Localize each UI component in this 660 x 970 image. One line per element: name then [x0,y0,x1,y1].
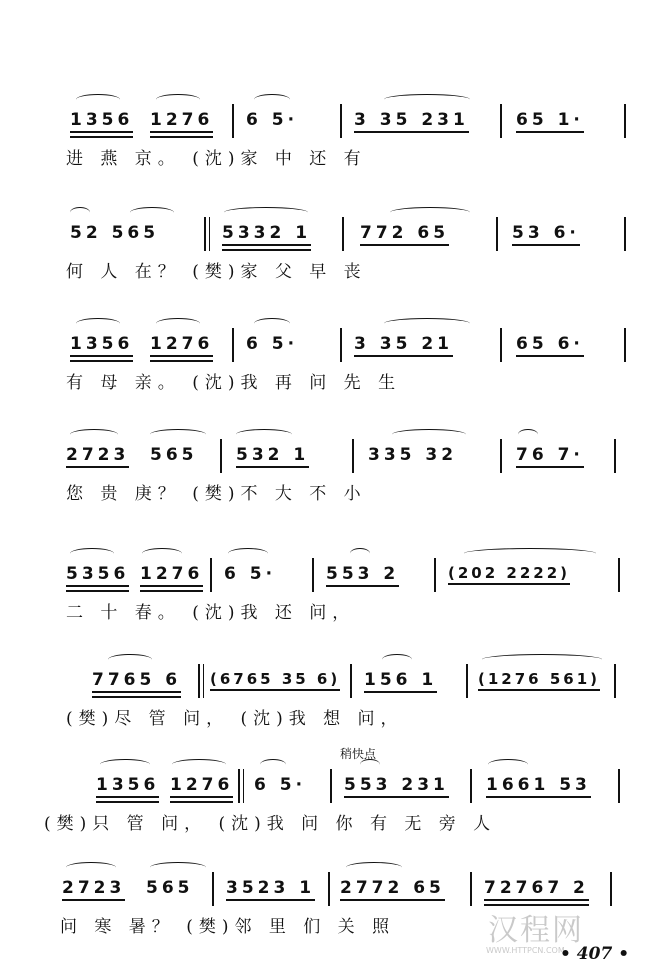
note-group: 1276 [170,775,233,798]
note-group: 53 6· [512,223,580,246]
note-group: 1276 [150,334,213,357]
music-system-6 [0,660,660,760]
bar-line [470,872,472,906]
slur [260,759,286,770]
slur [384,318,470,329]
note-group: 6 5· [246,110,299,130]
note-group: 1276 [150,110,213,133]
slur [382,654,412,665]
notation-line [0,554,660,588]
bar-line [500,439,502,473]
notation-line [0,213,660,247]
slur [142,548,182,559]
note-group: 52 565 [70,223,160,243]
bar-line [618,558,620,592]
bar-line [198,664,204,698]
notation-line [0,435,660,469]
bar-line [496,217,498,251]
note-group: 6 5· [254,775,307,795]
note-group: 1356 [96,775,159,798]
slur [228,548,268,559]
lyrics-line: 有 母 亲。 (沈)我 再 问 先 生 [66,373,402,393]
slur [360,759,380,770]
slur [518,429,538,440]
watermark-url: WWW.HTTPCN.COM [486,946,565,955]
note-group: 7765 6 [92,670,181,693]
note-group: 156 1 [364,670,437,693]
lyrics-line: (樊)只 管 问， (沈)我 问 你 有 无 旁 人 [44,814,497,834]
note-group: 72767 2 [484,878,589,901]
crescendo-mark [482,654,602,665]
bar-line [340,104,342,138]
bar-line [352,439,354,473]
bar-line [500,328,502,362]
bar-line [624,328,626,362]
bar-line [204,217,210,251]
bar-line [330,769,332,803]
note-group: 6 5· [246,334,299,354]
notation-line [0,765,660,799]
slur [150,862,206,873]
note-group: 5332 1 [222,223,311,246]
notation-line [0,324,660,358]
slur [100,759,150,770]
notation-line [0,868,660,902]
note-group: 532 1 [236,445,309,468]
notation-line [0,660,660,694]
slur [346,862,402,873]
music-system-4 [0,435,660,535]
lyrics-line: 问 寒 暑？ (樊)邻 里 们 关 照 [60,917,396,937]
bar-line [238,769,244,803]
bar-line [500,104,502,138]
music-system-2 [0,213,660,313]
note-group: 2723 [62,878,125,901]
lyrics-line: 进 燕 京。 (沈)家 中 还 有 [66,149,367,169]
note-group: 3 35 231 [354,110,469,133]
note-group: 3523 1 [226,878,315,901]
bar-line [614,664,616,698]
slur [236,429,292,440]
note-group: 3 35 21 [354,334,453,357]
bar-line [232,104,234,138]
slur [384,94,470,105]
note-group: 1276 [140,564,203,587]
slur [108,654,152,665]
note-group: (1276 561) [478,670,600,691]
note-group: 76 7· [516,445,584,468]
slur [70,548,114,559]
slur [150,429,206,440]
note-group: 2723 [66,445,129,468]
note-group: 565 [150,445,198,465]
slur [66,862,116,873]
music-system-1 [0,100,660,200]
note-group: 772 65 [360,223,449,246]
lyrics-line: 您 贵 庚？ (樊)不 大 不 小 [66,484,367,504]
crescendo-mark [464,548,596,559]
slur [172,759,226,770]
slur [390,207,470,218]
slur [254,318,290,329]
bar-line [350,664,352,698]
bar-line [220,439,222,473]
bar-line [434,558,436,592]
bar-line [328,872,330,906]
slur [70,207,90,218]
bar-line [342,217,344,251]
slur [350,548,370,559]
bar-line [614,439,616,473]
bar-line [212,872,214,906]
bar-line [610,872,612,906]
note-group: 1356 [70,110,133,133]
slur [70,429,118,440]
note-group: (6765 35 6) [210,670,340,691]
bar-line [618,769,620,803]
bar-line [340,328,342,362]
note-group: (202 2222) [448,564,570,585]
bar-line [624,217,626,251]
note-group: 6 5· [224,564,277,584]
slur [488,759,528,770]
lyrics-line: 二 十 春。 (沈)我 还 问， [66,603,356,623]
bar-line [624,104,626,138]
note-group: 553 2 [326,564,399,587]
note-group: 2772 65 [340,878,445,901]
slur [76,94,120,105]
bar-line [470,769,472,803]
page-number: • 407 • [560,944,630,964]
notation-line [0,100,660,134]
music-system-5 [0,554,660,654]
note-group: 1356 [70,334,133,357]
slur [130,207,174,218]
slur [76,318,120,329]
slur [156,94,200,105]
tempo-marking: 稍快点 [340,747,377,761]
note-group: 65 1· [516,110,584,133]
slur [254,94,290,105]
slur [392,429,466,440]
bar-line [312,558,314,592]
note-group: 1661 53 [486,775,591,798]
bar-line [210,558,212,592]
lyrics-line: (樊)尽 管 问， (沈)我 想 问， [66,709,404,729]
lyrics-line: 何 人 在？ (樊)家 父 早 丧 [66,262,367,282]
note-group: 335 32 [368,445,458,465]
slur [156,318,200,329]
note-group: 65 6· [516,334,584,357]
music-system-7 [0,765,660,865]
slur [224,207,308,218]
music-system-3 [0,324,660,424]
watermark-logo: 汉程网 [488,913,584,948]
note-group: 565 [146,878,194,898]
bar-line [232,328,234,362]
note-group: 553 231 [344,775,449,798]
note-group: 5356 [66,564,129,587]
bar-line [466,664,468,698]
